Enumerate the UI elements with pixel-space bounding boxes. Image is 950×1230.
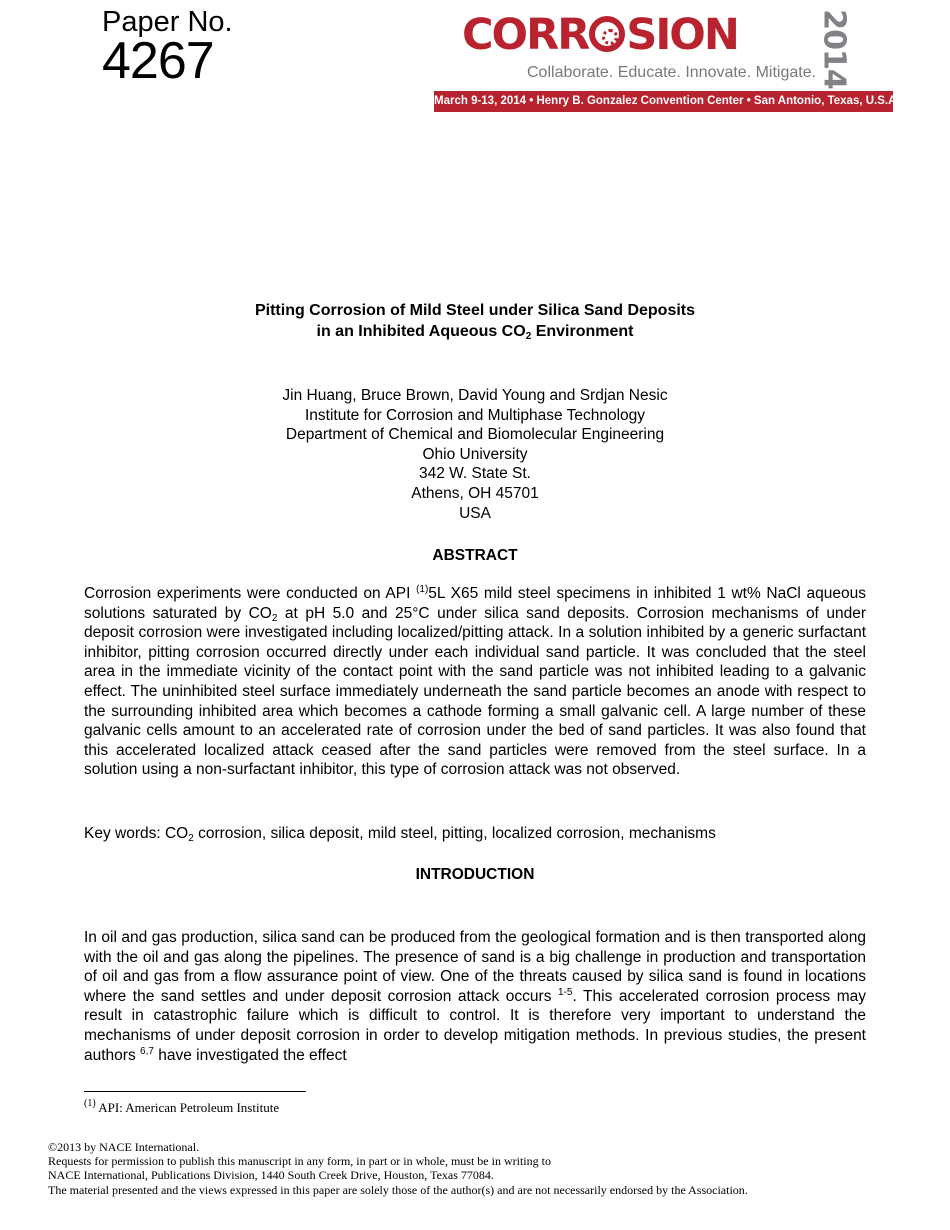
globe-icon	[589, 16, 625, 52]
copyright-notice	[48, 1140, 748, 1197]
paper-number: 4267	[102, 32, 214, 90]
footnote: $^{(1)}$ API: American Petroleum Institute	[84, 1098, 280, 1115]
abstract-body: Corrosion experiments were conducted on API $^{(1)}$5L X65 mild steel specimens in inhibited 1 wt% NaCl aqueous solutions saturated by $CO_2$ at pH 5.0 and 25°C under silica sand deposits. Corrosion mechanisms of under deposit corrosion were investigated including localized/pitting attack. In a solution inhibited by a generic surfactant inhibitor, pitting corrosion occurred directly under each individual sand particle. It was concluded that the steel area in the immediate vicinity of the contact point with the sand particle was not inhibited leading to a galvanic effect. The uninhibited steel surface immediately underneath the sand particle becomes an anode with respect to the surrounding inhibited area which becomes a cathode forming a small galvanic cell. A large number of these galvanic cells amount to an accelerated rate of corrosion under the bed of sand particles. It was also found that this accelerated localized attack ceased after the sand particles were removed from the steel surface. In a solution using a non-surfactant inhibitor, this type of corrosion attack was not observed.	[84, 584, 866, 779]
disclaimer-line: The material presented and the views expressed in this paper are solely those of the author(s) and are not necessarily endorsed by the Association.	[48, 1182, 748, 1197]
wordmark-start: CORR	[462, 10, 589, 60]
conference-tagline: Collaborate. Educate. Innovate. Mitigate.	[527, 64, 817, 81]
author-names: Jin Huang, Bruce Brown, David Young and Srdjan Nesic	[282, 387, 668, 404]
abstract-heading: ABSTRACT	[432, 547, 518, 564]
author-block	[0, 386, 950, 523]
conference-wordmark	[462, 10, 738, 60]
introduction-body: In oil and gas production, silica sand can be produced from the geological formation and is then transported along with the oil and gas along the pipelines. The presence of sand is a big challenge in production and transportation of oil and gas from a flow assurance point of view. One of the threats caused by silica sand is found in locations where the sand settles and under deposit corrosion attack occurs $^{1-5}$. This accelerated corrosion process may result in catastrophic failure which is difficult to control. It is therefore very important to understand the mechanisms of under deposit corrosion in order to develop mitigation methods. In previous studies, the present authors $^{6,7}$ have investigated the effect	[84, 929, 866, 1064]
title-line-1: Pitting Corrosion of Mild Steel under Silica Sand Deposits	[254, 302, 696, 319]
conference-logo	[434, 9, 900, 112]
title-line-2: in an Inhibited Aqueous $CO_2$ Environment	[316, 323, 634, 342]
conference-event-banner: March 9-13, 2014 • Henry B. Gonzalez Convention Center • San Antonio, Texas, U.S.A.	[434, 91, 893, 112]
introduction-heading: INTRODUCTION	[415, 866, 535, 883]
author-department: Department of Chemical and Biomolecular Engineering	[285, 426, 665, 444]
conference-year-block	[816, 9, 852, 89]
author-university: Ohio University	[422, 445, 528, 463]
paper-number-block	[102, 6, 233, 90]
author-city: Athens, OH 45701	[411, 484, 539, 502]
conference-year: 2014	[816, 9, 852, 89]
paper-title	[0, 300, 950, 342]
author-country: USA	[459, 504, 491, 522]
wordmark-end: SION	[626, 10, 738, 60]
address-line: NACE International, Publications Division, 1440 South Creek Drive, Houston, Texas 77084.	[48, 1168, 494, 1183]
author-street: 342 W. State St.	[418, 465, 531, 483]
copyright-line: ©2013 by NACE International.	[48, 1140, 200, 1154]
paper-number-label: Paper No.	[102, 6, 233, 38]
author-institute: Institute for Corrosion and Multiphase Technology	[304, 406, 646, 424]
footnote-divider	[84, 1091, 306, 1092]
keywords: Key words: $CO_2$ corrosion, silica deposit, mild steel, pitting, localized corrosion, mechanisms	[84, 825, 716, 844]
permission-line: Requests for permission to publish this manuscript in any form, in part or in whole, must be in writing to	[48, 1154, 551, 1169]
